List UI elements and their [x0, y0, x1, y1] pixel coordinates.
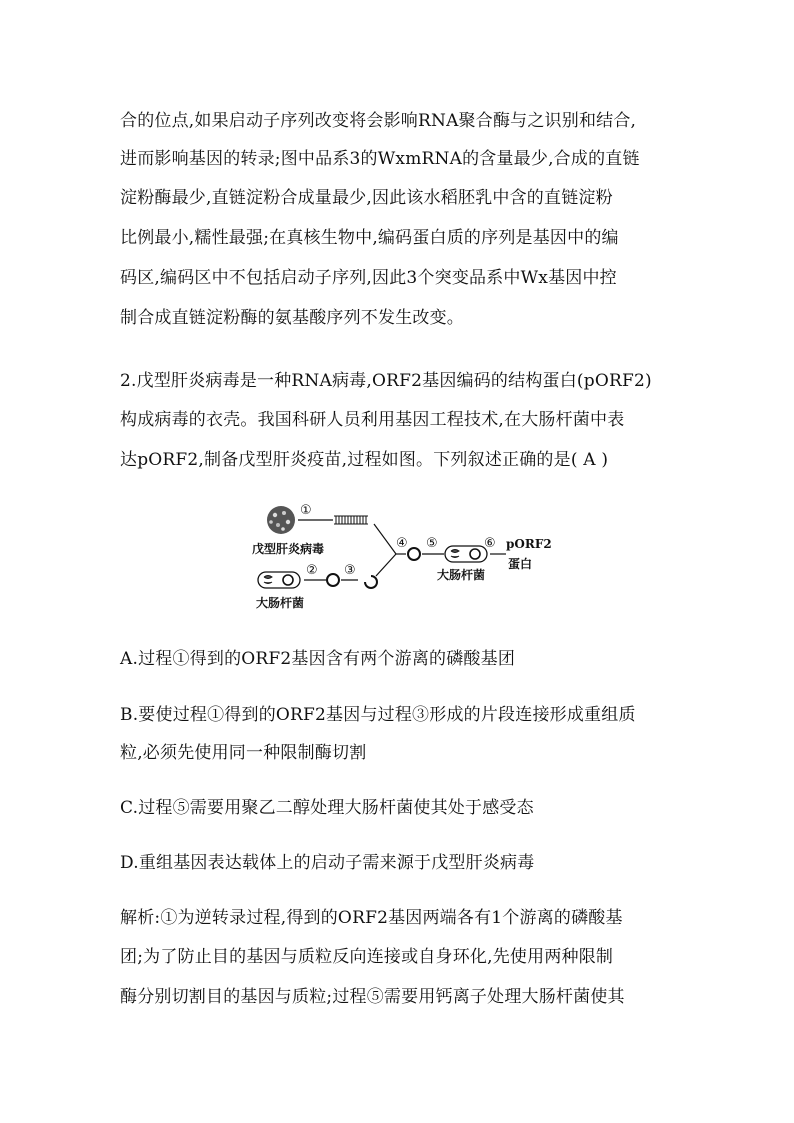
process-diagram — [248, 502, 568, 622]
recombinant-plasmid-icon — [408, 548, 420, 560]
ecoli-label-left: 大肠杆菌 — [256, 596, 305, 610]
paragraph-line: 比例最小,糯性最强;在真核生物中,编码蛋白质的序列是基因中的编 — [120, 228, 619, 248]
step-5-marker: ⑤ — [426, 536, 438, 551]
analysis-line: 酶分别切割目的基因与质粒;过程⑤需要用钙离子处理大肠杆菌使其 — [120, 987, 625, 1007]
ecoli-cell-icon — [258, 572, 300, 588]
step-1-marker: ① — [300, 503, 312, 518]
paragraph-line: 制合成直链淀粉酶的氨基酸序列不发生改变。 — [120, 308, 464, 328]
analysis-line: 团;为了防止目的基因与质粒反向连接或自身环化,先使用两种限制 — [120, 947, 614, 967]
orf2-gene-fragment-icon — [334, 516, 368, 524]
paragraph-line: 淀粉酶最少,直链淀粉合成量最少,因此该水稻胚乳中含的直链淀粉 — [120, 188, 613, 208]
option-b-continued: 粒,必须先使用同一种限制酶切割 — [120, 743, 367, 763]
option-a: A.过程①得到的ORF2基因含有两个游离的磷酸基团 — [120, 649, 516, 669]
arrow-cut-to-ligation — [376, 554, 396, 576]
question-line: 达pORF2,制备戊型肝炎疫苗,过程如图。下列叙述正确的是( A ) — [120, 450, 609, 470]
paragraph-line: 码区,编码区中不包括启动子序列,因此3个突变品系中Wx基因中控 — [120, 268, 617, 288]
virus-icon — [267, 506, 295, 534]
ecoli-label-right: 大肠杆菌 — [437, 568, 486, 582]
option-c: C.过程⑤需要用聚乙二醇处理大肠杆菌使其处于感受态 — [120, 798, 534, 818]
virus-label: 戊型肝炎病毒 — [252, 542, 325, 556]
option-d: D.重组基因表达载体上的启动子需来源于戊型肝炎病毒 — [120, 853, 535, 873]
paragraph-line: 进而影响基因的转录;图中品系3的WxmRNA的含量最少,合成的直链 — [120, 149, 640, 169]
question-line: 2.戊型肝炎病毒是一种RNA病毒,ORF2基因编码的结构蛋白(pORF2) — [120, 371, 652, 391]
paragraph-line: 合的位点,如果启动子序列改变将会影响RNA聚合酶与之识别和结合, — [120, 111, 637, 131]
step-3-marker: ③ — [344, 563, 356, 578]
step-6-marker: ⑥ — [484, 536, 496, 551]
option-b: B.要使过程①得到的ORF2基因与过程③形成的片段连接形成重组质 — [120, 705, 636, 725]
plasmid-icon — [327, 574, 339, 586]
analysis-line: 解析:①为逆转录过程,得到的ORF2基因两端各有1个游离的磷酸基 — [120, 908, 623, 928]
product-label-porf2: pORF2 — [506, 537, 552, 551]
cut-plasmid-icon — [365, 576, 377, 588]
step-4-marker: ④ — [396, 536, 408, 551]
question-line: 构成病毒的衣壳。我国科研人员利用基因工程技术,在大肠杆菌中表 — [120, 410, 625, 430]
product-label-protein: 蛋白 — [508, 557, 533, 571]
recombinant-ecoli-icon — [445, 546, 487, 562]
step-2-marker: ② — [306, 563, 318, 578]
arrow-gene-to-ligation — [374, 524, 396, 554]
